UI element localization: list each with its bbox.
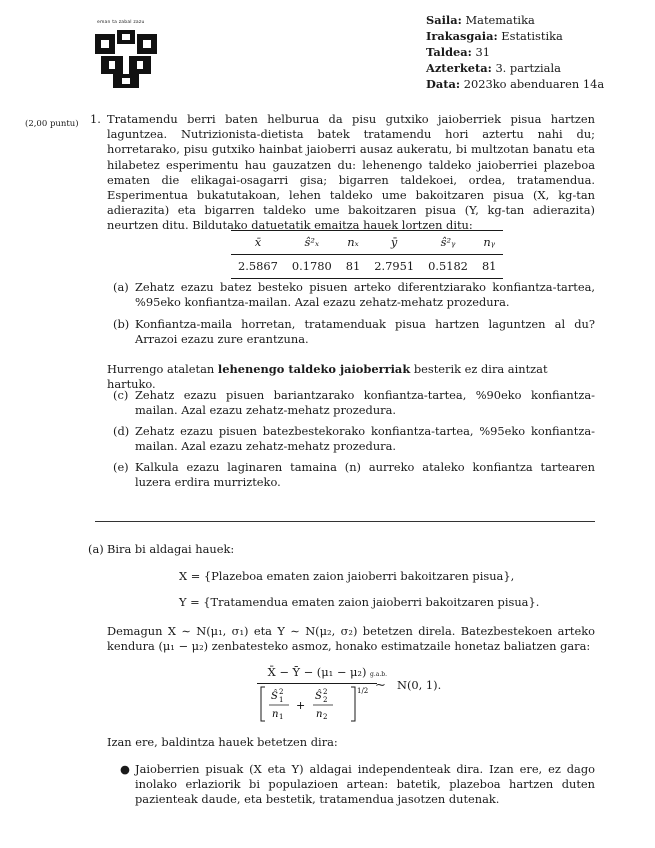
- table-header-row: [231, 231, 503, 255]
- formula-denominator: [257, 685, 377, 723]
- relation-label: g.a.b.: [370, 671, 387, 678]
- svg-text:2: 2: [323, 696, 328, 704]
- data-table: [231, 230, 503, 279]
- estimator-formula: [257, 662, 457, 724]
- question-item-d: (d) Zehatz ezazu pisuen batezbestekorako konfiantza-tartea, %95eko konfiantza-mailan. Azal ezazu zehatz-mehatz prozedura.: [113, 424, 595, 454]
- solution-label: (a): [88, 542, 104, 556]
- scope-note: Hurrengo ataletan lehenengo taldeko jaioberriak besterik ez dira aintzat hartuko.: [107, 362, 548, 392]
- table-header: x̄: [231, 231, 285, 255]
- table-cell: 2.5867: [231, 255, 285, 279]
- svg-text:2: 2: [323, 688, 328, 696]
- table-header: ȳ: [367, 231, 421, 255]
- question-item-e: (e) Kalkula ezazu laginaren tamaina (n) aurreko ataleko konfiantza tartearen luzera erdira murrizteko.: [113, 460, 595, 490]
- table-header: ŝ²ₓ: [285, 231, 339, 255]
- table-row: [231, 255, 503, 279]
- info-line: Saila: Matematika: [426, 13, 535, 27]
- fraction-bar: [257, 683, 377, 684]
- question-item-b: (b) Konfiantza-maila horretan, tratamenduak pisua hartzen laguntzen al du? Arrazoi ezazu zure erantzuna.: [113, 317, 595, 347]
- condition-item: Jaioberrien pisuak (X eta Y) aldagai independenteak dira. Izan ere, ez dago inolako erlaziorik bi populazioen artean: batetik, plazeboa hartzen duten pazienteak daude, eta bestetik, tratamendua jasotzen dutenak.: [135, 762, 595, 807]
- svg-text:1: 1: [279, 696, 284, 704]
- svg-text:2: 2: [279, 688, 284, 696]
- question-item-a: (a) Zehatz ezazu batez besteko pisuen arteko diferentziarako konfiantza-tartea, %95eko konfiantza-mailan. Azal ezazu zehatz-mehatz prozedura.: [113, 280, 595, 310]
- solution-intro: Bira bi aldagai hauek:: [107, 542, 235, 556]
- table-header: nₓ: [339, 231, 368, 255]
- svg-text:n: n: [316, 709, 323, 720]
- assumption-text: Demagun X ∼ N(μ₁, σ₁) eta Y ∼ N(μ₂, σ₂) betetzen direla. Batezbestekoen arteko kendura (μ₁ − μ₂) zenbatesteko asmoz, honako estimatzaile honetaz baliatzen gara:: [107, 624, 595, 654]
- svg-text:Ŝ: Ŝ: [271, 691, 278, 702]
- exam-info: [426, 12, 604, 92]
- info-line: Data: 2023ko abenduaren 14a: [426, 77, 605, 91]
- table-cell: 81: [339, 255, 368, 279]
- svg-text:Ŝ: Ŝ: [315, 691, 322, 702]
- table-header: ŝ²ᵧ: [421, 231, 475, 255]
- info-line: Irakasgaia: Estatistika: [426, 29, 563, 43]
- definition-x: X = {Plazeboa ematen zaion jaioberri bakoitzaren pisua},: [179, 569, 515, 583]
- table-cell: 81: [475, 255, 504, 279]
- definition-y: Y = {Tratamendua ematen zaion jaioberri bakoitzaren pisua}.: [179, 595, 540, 609]
- table-header: nᵧ: [475, 231, 504, 255]
- approx-symbol: ∼: [375, 678, 386, 693]
- table-cell: 0.5182: [421, 255, 475, 279]
- question-number: 1.: [90, 112, 101, 126]
- question-points: (2,00 puntu): [25, 119, 79, 129]
- bullet-icon: ●: [120, 762, 130, 776]
- svg-text:+: +: [296, 699, 306, 712]
- svg-text:1: 1: [279, 713, 284, 721]
- svg-text:1/2: 1/2: [357, 687, 369, 695]
- table-cell: 2.7951: [367, 255, 421, 279]
- logo-caption: eman ta zabal zazu: [97, 20, 145, 25]
- university-logo: [93, 28, 159, 90]
- formula-rhs: N(0, 1).: [397, 678, 442, 692]
- question-item-c: (c) Zehatz ezazu pisuen bariantzarako konfiantza-tartea, %90eko konfiantza-mailan. Azal ezazu zehatz-mehatz prozedura.: [113, 388, 595, 418]
- section-divider: [95, 521, 595, 522]
- question-statement: Tratamendu berri baten helburua da pisu gutxiko jaioberriek pisua hartzen laguntzea. Nutrizionista-dietista batek tratamendu hori aztertu nahi du; horretarako, pisu gutxiko hainbat jaioberri ausaz aukeratu, bi multzotan banatu eta hilabetez esperimentu hau gauzatzen du: lehenengo taldeko jaioberriei plazeboa ematen die elikagai-osagarri gisa; bigarren taldekoei, ordea, tratamendua. Esperimentua bukatutakoan, lehen taldeko ume bakoitzaren pisua (X, kg-tan adierazita) eta bigarren taldeko ume bakoitzaren pisua (Y, kg-tan adierazita) neurtzen ditu. Bildutako datuetatik emaitza hauek lortzen ditu:: [107, 112, 595, 233]
- formula-numerator: X̄ − Ȳ − (μ₁ − μ₂): [267, 665, 367, 679]
- table-cell: 0.1780: [285, 255, 339, 279]
- info-line: Taldea: 31: [426, 45, 491, 59]
- info-line: Azterketa: 3. partziala: [426, 61, 561, 75]
- svg-text:2: 2: [323, 713, 328, 721]
- svg-text:n: n: [272, 709, 279, 720]
- conditions-intro: Izan ere, baldintza hauek betetzen dira:: [107, 735, 338, 749]
